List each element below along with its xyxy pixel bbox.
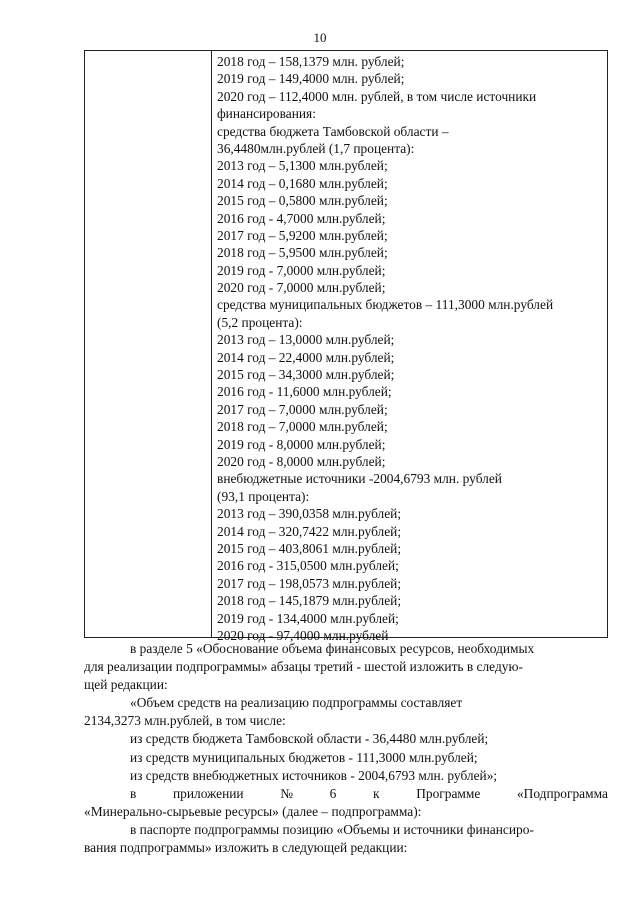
table-line: 2017 год – 5,9200 млн.рублей;: [217, 227, 388, 243]
table-line: 2019 год - 8,0000 млн.рублей;: [217, 436, 386, 452]
table-line: 2016 год - 315,0500 млн.рублей;: [217, 558, 399, 574]
table-line: 2014 год – 320,7422 млн.рублей;: [217, 523, 402, 539]
appendix-word: Программе: [416, 785, 481, 801]
table-line: 2015 год – 34,3000 млн.рублей;: [217, 367, 395, 383]
appendix-word: №: [280, 785, 294, 801]
paragraph-volume-line2: 2134,3273 млн.рублей, в том числе:: [84, 713, 286, 729]
table-line: 2018 год – 5,9500 млн.рублей;: [217, 245, 388, 261]
table-line: 2020 год - 8,0000 млн.рублей;: [217, 453, 386, 469]
table-line: 2018 год – 145,1879 млн.рублей;: [217, 593, 402, 609]
table-line: 2014 год – 22,4000 млн.рублей;: [217, 349, 395, 365]
table-right-cell: [217, 53, 601, 644]
page-number: 10: [313, 30, 327, 45]
appendix-word: «Подпрограмма: [516, 785, 608, 801]
table-line: 2018 год – 158,1379 млн. рублей;: [217, 54, 405, 69]
table-line: 2019 год – 149,4000 млн. рублей;: [217, 71, 405, 87]
table-line: 2015 год – 0,5800 млн.рублей;: [217, 193, 388, 209]
paragraph-passport-line2: вания подпрограммы» изложить в следующей редакции:: [84, 840, 408, 856]
body-text: [84, 640, 608, 857]
table-line: 2020 год – 112,4000 млн. рублей, в том числе источники: [217, 88, 537, 104]
table-line: 2013 год – 5,1300 млн.рублей;: [217, 158, 388, 174]
paragraph-section5-line3: щей редакции:: [84, 677, 168, 693]
table-line: 2020 год - 97,4000 млн.рублей: [217, 627, 389, 643]
table-line: (93,1 процента):: [217, 488, 310, 504]
appendix-word: к: [373, 785, 380, 801]
paragraph-section5-line1: в разделе 5 «Обоснование объема финансовых ресурсов, необходимых: [130, 641, 535, 656]
table-line: (5,2 процента):: [217, 314, 303, 330]
paragraph-volume-line1: «Объем средств на реализацию подпрограммы составляет: [130, 695, 463, 711]
table-line: 2015 год – 403,8061 млн.рублей;: [217, 540, 402, 556]
table-line: средства муниципальных бюджетов – 111,3000 млн.рублей: [217, 297, 554, 313]
table-line: 36,4480млн.рублей (1,7 процента):: [217, 140, 415, 156]
table-line: средства бюджета Тамбовской области –: [217, 123, 449, 139]
paragraph-regional-budget: из средств бюджета Тамбовской области - 36,4480 млн.рублей;: [130, 731, 489, 747]
table-line: 2017 год – 198,0573 млн.рублей;: [217, 575, 402, 591]
appendix-word: в: [130, 785, 137, 801]
table-line: 2016 год - 11,6000 млн.рублей;: [217, 384, 392, 400]
table-line: внебюджетные источники -2004,6793 млн. рублей: [217, 471, 502, 487]
table-line: финансирования:: [217, 106, 316, 122]
passport-table: [84, 50, 608, 643]
table-line: 2014 год – 0,1680 млн.рублей;: [217, 175, 388, 191]
table-line: 2019 год - 7,0000 млн.рублей;: [217, 262, 386, 278]
paragraph-passport-line1: в паспорте подпрограммы позицию «Объемы и источники финансиро-: [130, 821, 534, 837]
paragraph-appendix-line2: «Минерально-сырьевые ресурсы» (далее – подпрограмма):: [84, 803, 422, 819]
table-line: 2016 год - 4,7000 млн.рублей;: [217, 210, 386, 226]
table-line: 2019 год - 134,4000 млн.рублей;: [217, 610, 399, 626]
appendix-word: приложении: [172, 785, 244, 801]
paragraph-appendix-line1: [84, 785, 608, 803]
table-line: 2013 год – 13,0000 млн.рублей;: [217, 332, 395, 348]
paragraph-section5-line2: для реализации подпрограммы» абзацы третий - шестой изложить в следую-: [84, 659, 523, 675]
appendix-word: 6: [329, 785, 337, 801]
table-line: 2020 год - 7,0000 млн.рублей;: [217, 280, 386, 296]
table-line: 2013 год – 390,0358 млн.рублей;: [217, 506, 402, 522]
table-line: 2018 год – 7,0000 млн.рублей;: [217, 419, 388, 435]
table-line: 2017 год – 7,0000 млн.рублей;: [217, 401, 388, 417]
paragraph-municipal-budgets: из средств муниципальных бюджетов - 111,3000 млн.рублей;: [130, 749, 478, 765]
table-column-divider: [211, 51, 212, 637]
paragraph-extrabudgetary: из средств внебюджетных источников - 2004,6793 млн. рублей»;: [130, 767, 498, 783]
